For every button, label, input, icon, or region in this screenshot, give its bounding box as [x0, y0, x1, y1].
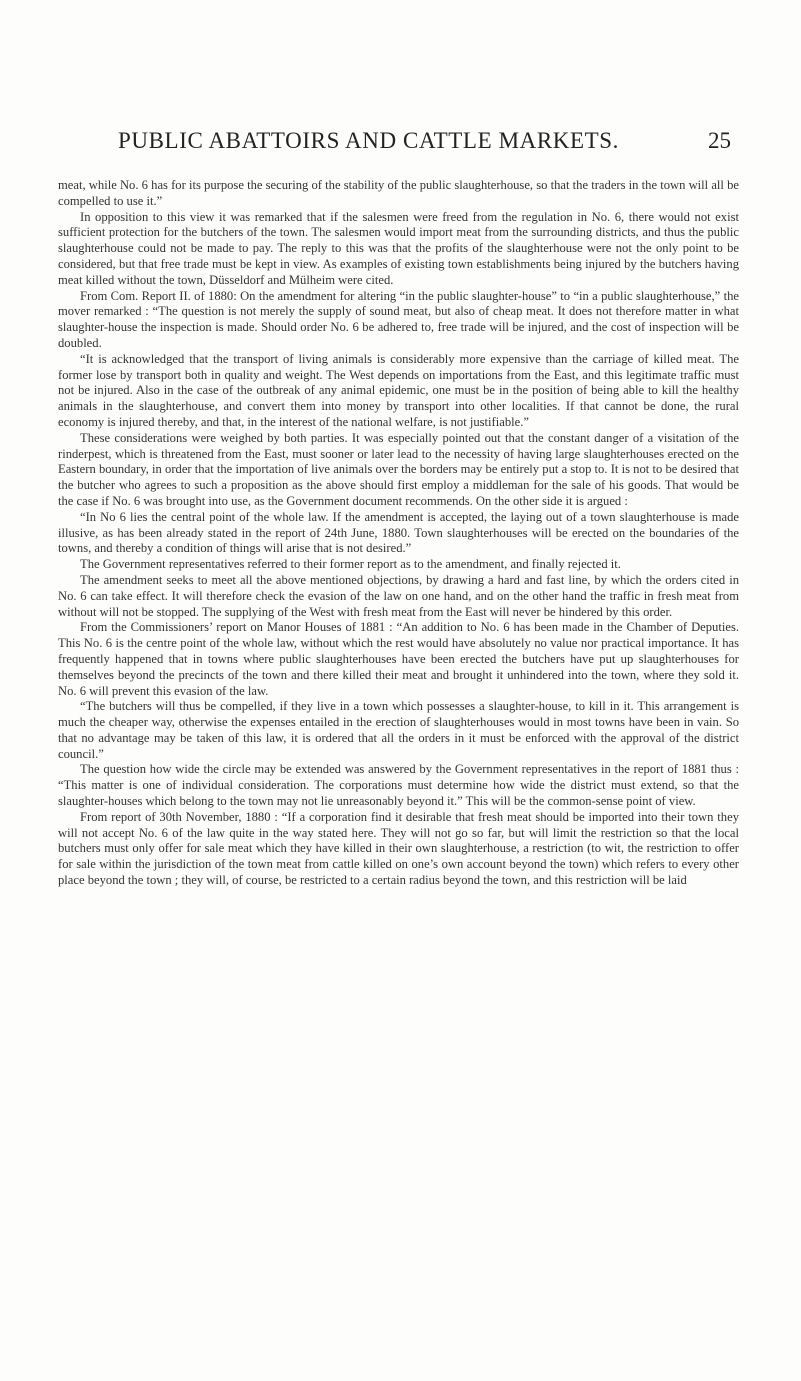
paragraph: “It is acknowledged that the transport of living animals is considerably more expensive than the carriage of killed meat. The former lose by transport both in quality and weight. The West depends on importations from the East, and this legitimate traffic must not be injured. Also in the case of the outbreak of any animal epidemic, one must be in the position of being able to kill the healthy animals in the slaughterhouse, and convert them into money by transport into other localities. If that cannot be done, the rural economy is injured thereby, and that, in the interest of the national welfare, is not justifiable.”	[58, 351, 739, 429]
paragraph: From the Commissioners’ report on Manor Houses of 1881 : “An addition to No. 6 has been made in the Chamber of Deputies. This No. 6 is the centre point of the whole law, without which the rest would have absolutely no value nor practical importance. It has frequently happened that in towns where public slaughterhouses have been erected the butchers have put up slaughterhouses for themselves beyond the precincts of the town and there killed their meat and brought it unhindered into the town, where they sold it. No. 6 will prevent this evasion of the law.	[58, 620, 739, 698]
running-title: PUBLIC ABATTOIRS AND CATTLE MARKETS.	[118, 128, 620, 153]
paragraph: “The butchers will thus be compelled, if they live in a town which possesses a slaughter-house, to kill in it. This arrangement is much the cheaper way, otherwise the expenses entailed in the erection of slaughterhouses would in most towns have been in vain. So that no advantage may be taken of this law, it is ordered that all the orders in it must be enforced with the approval of the district council.”	[58, 699, 739, 761]
body-text	[58, 178, 739, 889]
paragraph: In opposition to this view it was remarked that if the salesmen were freed from the regulation in No. 6, there would not exist sufficient protection for the butchers of the town. The salesmen would import meat from the surrounding districts, and thus the public slaughterhouse could not be made to pay. The reply to this was that the profits of the slaughterhouse were not the only point to be considered, but that free trade must be kept in view. As examples of existing town establishments being injured by the butchers having meat killed without the town, Düsseldorf and Mülheim were cited.	[58, 209, 739, 287]
paragraph: The question how wide the circle may be extended was answered by the Government representatives in the report of 1881 thus : “This matter is one of individual consideration. The corporations must determine how wide the district must extend, so that the slaughter-houses which belong to the town may not lie unreasonably beyond it.” This will be the common-sense point of view.	[58, 762, 739, 809]
paragraph: The Government representatives referred to their former report as to the amendment, and finally rejected it.	[80, 557, 621, 572]
paragraph: These considerations were weighed by both parties. It was especially pointed out that the constant danger of a visitation of the rinderpest, which is threatened from the East, must sooner or later lead to the necessity of having large slaughterhouses erected on the Eastern boundary, in order that the importation of live animals over the borders may be entirely put a stop to. It is not to be desired that the butcher who agrees to such a proposition as the above should first employ a middleman for the sale of his goods. That would be the case if No. 6 was brought into use, as the Government document recommends. On the other side it is argued :	[58, 430, 739, 508]
paragraph: From Com. Report II. of 1880: On the amendment for altering “in the public slaughter-house” to “in a public slaughterhouse,” the mover remarked : “The question is not merely the supply of sound meat, but also of cheap meat. It does not therefore matter in what slaughter-house the inspection is made. Should order No. 6 be adhered to, free trade will be injured, and the cost of inspection will be doubled.	[58, 288, 739, 350]
paragraph: The amendment seeks to meet all the above mentioned objections, by drawing a hard and fast line, by which the orders cited in No. 6 can take effect. It will therefore check the evasion of the law on one hand, and on the other hand the traffic in fresh meat from without will not be stopped. The supplying of the West with fresh meat from the East will never be hindered by this order.	[58, 572, 739, 619]
paragraph: From report of 30th November, 1880 : “If a corporation find it desirable that fresh meat should be imported into their town they will not accept No. 6 of the law quite in the way stated here. They will not go so far, but will limit the restriction so that the local butchers must only offer for sale meat which they have killed in their own slaughterhouse, a restriction (to wit, the restriction to offer for sale within the jurisdiction of the town meat from cattle killed on one’s own account beyond the town) which refers to every other place beyond the town ; they will, of course, be restricted to a certain radius beyond the town, and this restriction will be laid	[58, 809, 739, 888]
paragraph: “In No 6 lies the central point of the whole law. If the amendment is accepted, the laying out of a town slaughterhouse is made illusive, as has been already stated in the report of 24th June, 1880. Town slaughterhouses will be erected on the boundaries of the towns, and thereby a condition of things will arise that is not desired.”	[58, 509, 739, 556]
page-number: 25	[708, 128, 731, 153]
running-head	[60, 128, 731, 158]
paragraph: meat, while No. 6 has for its purpose the securing of the stability of the public slaughterhouse, so that the traders in the town will all be compelled to use it.”	[58, 178, 739, 208]
